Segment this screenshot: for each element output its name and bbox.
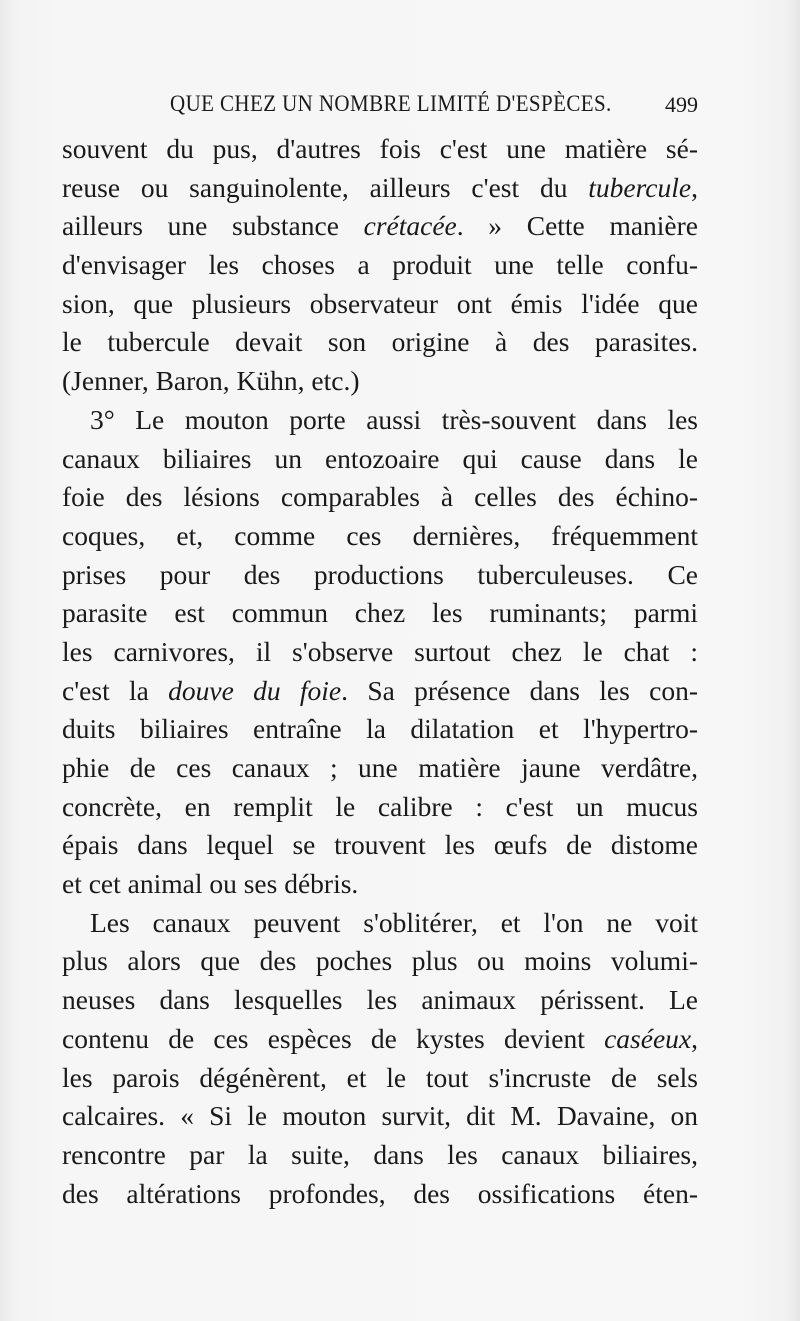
text-line [62,440,698,479]
text-line [62,1175,698,1214]
text-line [62,1097,698,1136]
text-line [62,904,698,943]
text-segment: 3° Le mouton porte aussi très-souvent dans les [90,403,698,435]
text-line [62,633,698,672]
text-segment: épais dans lequel se trouvent les œufs de distome [62,829,698,861]
text-segment: les carnivores, il s'observe surtout chez le chat : [62,635,698,667]
text-segment: le tubercule devait son origine à des parasites. [62,326,698,358]
text-line [62,865,698,904]
text-line [62,246,698,285]
text-line [62,169,698,208]
text-segment: canaux biliaires un entozoaire qui cause dans le [62,442,698,474]
italic-term: tubercule [588,171,692,203]
text-line [62,672,698,711]
text-line [62,285,698,324]
text-segment: prises pour des productions tuberculeuses. Ce [62,558,698,590]
text-segment: (Jenner, Baron, Kühn, etc.) [62,365,360,397]
text-segment: des altérations profondes, des ossifications éten- [62,1177,698,1209]
text-line [62,517,698,556]
page-header [62,86,698,122]
text-segment: contenu de ces espèces de kystes devient [62,1022,605,1054]
text-segment: coques, et, comme ces dernières, fréquemment [62,519,698,551]
text-segment: . » Cette manière [456,210,698,242]
running-head: QUE CHEZ UN NOMBRE LIMITÉ D'ESPÈCES. [170,90,612,117]
text-line [62,1059,698,1098]
italic-term: douve du foie [168,674,342,706]
text-segment: parasite est commun chez les ruminants; parmi [62,597,698,629]
text-segment: foie des lésions comparables à celles des échino- [62,481,698,513]
text-line [62,942,698,981]
text-segment: les parois dégénèrent, et le tout s'incruste de sels [62,1061,698,1093]
text-line [62,362,698,401]
text-line [62,749,698,788]
italic-term: crétacée [363,210,457,242]
italic-term: caséeux [604,1022,692,1054]
text-segment: calcaires. « Si le mouton survit, dit M. Davaine, on [62,1100,698,1132]
text-segment: souvent du pus, d'autres fois c'est une matière sé- [62,133,698,164]
text-line [62,1136,698,1175]
text-segment: c'est la [62,674,169,706]
text-segment: rencontre par la suite, dans les canaux biliaires, [62,1138,698,1170]
text-line [62,594,698,633]
text-line [62,710,698,749]
text-segment: sion, que plusieurs observateur ont émis l'idée que [62,287,698,319]
text-segment: et cet animal ou ses débris. [62,868,359,900]
text-segment: plus alors que des poches plus ou moins volumi- [62,945,698,977]
text-line [62,478,698,517]
body-text [62,130,698,1213]
text-segment: Les canaux peuvent s'oblitérer, et l'on ne voit [90,906,698,938]
text-line [62,556,698,595]
text-line [62,401,698,440]
text-line [62,207,698,246]
text-line [62,1020,698,1059]
text-line [62,788,698,827]
text-segment: , [691,1022,698,1054]
page-number: 499 [665,92,698,117]
text-line [62,826,698,865]
text-segment: , [691,171,698,203]
text-segment: ailleurs une substance [62,210,364,242]
text-segment: . Sa présence dans les con- [341,674,699,706]
text-line [62,981,698,1020]
text-segment: phie de ces canaux ; une matière jaune verdâtre, [62,752,698,783]
text-segment: neuses dans lesquelles les animaux périssent. Le [62,984,698,1016]
text-line [62,130,698,169]
text-segment: duits biliaires entraîne la dilatation et l'hypertro- [62,713,698,745]
text-line [62,323,698,362]
text-segment: d'envisager les choses a produit une telle confu- [62,249,698,281]
text-segment: reuse ou sanguinolente, ailleurs c'est du [62,171,589,203]
text-segment: concrète, en remplit le calibre : c'est un mucus [62,790,698,822]
